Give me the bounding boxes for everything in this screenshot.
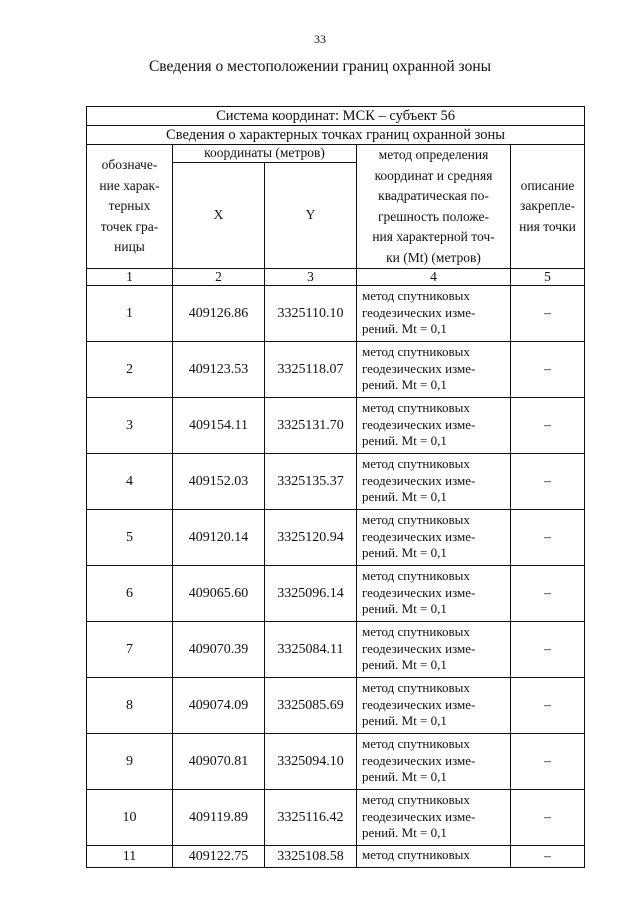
table-row xyxy=(87,510,585,566)
x-coordinate-cell: 409122.75 xyxy=(173,846,265,868)
point-number-cell: 7 xyxy=(87,622,173,678)
info-row xyxy=(87,126,585,145)
description-cell: – xyxy=(511,622,585,678)
method-line: геодезических изме- xyxy=(362,472,476,488)
column-number: 5 xyxy=(511,269,585,286)
description-cell: – xyxy=(511,454,585,510)
table-row xyxy=(87,622,585,678)
y-coordinate-cell: 3325094.10 xyxy=(265,734,357,790)
x-coordinate-cell: 409070.39 xyxy=(173,622,265,678)
method-line: геодезических изме- xyxy=(362,752,476,768)
method-line: рений. Mt = 0,1 xyxy=(362,545,447,560)
x-coordinate-cell: 409152.03 xyxy=(173,454,265,510)
header-coordinates: координаты (метров) xyxy=(173,145,357,163)
point-number-cell: 8 xyxy=(87,678,173,734)
y-coordinate-cell: 3325096.14 xyxy=(265,566,357,622)
header-method xyxy=(357,145,511,269)
header-description-line: описание xyxy=(520,177,575,193)
method-line: рений. Mt = 0,1 xyxy=(362,377,447,392)
method-line: геодезических изме- xyxy=(362,360,476,376)
table-body xyxy=(87,107,585,868)
header-designation xyxy=(87,145,173,269)
y-coordinate-cell: 3325108.58 xyxy=(265,846,357,868)
method-line: геодезических изме- xyxy=(362,808,476,824)
method-cell xyxy=(357,790,511,846)
description-cell: – xyxy=(511,566,585,622)
header-designation-line: терных xyxy=(108,198,151,214)
x-coordinate-cell: 409154.11 xyxy=(173,398,265,454)
column-numbers-row xyxy=(87,269,585,286)
y-coordinate-cell: 3325110.10 xyxy=(265,286,357,342)
x-coordinate-cell: 409070.81 xyxy=(173,734,265,790)
x-coordinate-cell: 409123.53 xyxy=(173,342,265,398)
header-designation-line: ницы xyxy=(114,239,145,255)
column-number: 4 xyxy=(357,269,511,286)
column-number: 3 xyxy=(265,269,357,286)
method-cell xyxy=(357,846,511,868)
method-cell xyxy=(357,510,511,566)
description-cell: – xyxy=(511,790,585,846)
column-number: 2 xyxy=(173,269,265,286)
y-coordinate-cell: 3325116.42 xyxy=(265,790,357,846)
method-line: метод спутниковых xyxy=(362,288,470,303)
header-description-line: ния точки xyxy=(519,218,576,234)
header-y: Y xyxy=(265,162,357,268)
point-number-cell: 1 xyxy=(87,286,173,342)
header-method-line: метод определения xyxy=(378,147,489,162)
table-row xyxy=(87,678,585,734)
coordinate-system-row xyxy=(87,107,585,126)
method-line: метод спутниковых xyxy=(362,344,470,359)
description-cell: – xyxy=(511,286,585,342)
method-line: метод спутниковых xyxy=(362,400,470,415)
info-cell: Сведения о характерных точках границ охранной зоны xyxy=(87,126,585,145)
point-number-cell: 11 xyxy=(87,846,173,868)
point-number-cell: 5 xyxy=(87,510,173,566)
point-number-cell: 3 xyxy=(87,398,173,454)
method-cell xyxy=(357,342,511,398)
point-number-cell: 6 xyxy=(87,566,173,622)
header-designation-line: обозначе- xyxy=(101,157,158,173)
method-line: геодезических изме- xyxy=(362,304,476,320)
method-line: метод спутниковых xyxy=(362,624,470,639)
column-number: 1 xyxy=(87,269,173,286)
y-coordinate-cell: 3325131.70 xyxy=(265,398,357,454)
method-line: метод спутниковых xyxy=(362,456,470,471)
method-line: геодезических изме- xyxy=(362,696,476,712)
method-line: рений. Mt = 0,1 xyxy=(362,321,447,336)
method-cell xyxy=(357,286,511,342)
method-line: геодезических изме- xyxy=(362,584,476,600)
header-description-line: закрепле- xyxy=(519,198,576,214)
method-line: рений. Mt = 0,1 xyxy=(362,657,447,672)
method-line: геодезических изме- xyxy=(362,640,476,656)
point-number-cell: 2 xyxy=(87,342,173,398)
coordinates-table xyxy=(86,106,585,868)
x-coordinate-cell: 409120.14 xyxy=(173,510,265,566)
method-line: метод спутниковых xyxy=(362,512,470,527)
y-coordinate-cell: 3325118.07 xyxy=(265,342,357,398)
table-row xyxy=(87,286,585,342)
description-cell: – xyxy=(511,846,585,868)
method-cell xyxy=(357,734,511,790)
method-line: метод спутниковых xyxy=(362,792,470,807)
table-row xyxy=(87,398,585,454)
description-cell: – xyxy=(511,342,585,398)
method-cell xyxy=(357,398,511,454)
method-cell xyxy=(357,454,511,510)
method-line: рений. Mt = 0,1 xyxy=(362,433,447,448)
method-cell xyxy=(357,678,511,734)
method-line: метод спутниковых xyxy=(362,680,470,695)
y-coordinate-cell: 3325120.94 xyxy=(265,510,357,566)
description-cell: – xyxy=(511,398,585,454)
description-cell: – xyxy=(511,510,585,566)
header-description xyxy=(511,145,585,269)
method-line: рений. Mt = 0,1 xyxy=(362,489,447,504)
method-line: рений. Mt = 0,1 xyxy=(362,713,447,728)
y-coordinate-cell: 3325135.37 xyxy=(265,454,357,510)
table-row xyxy=(87,734,585,790)
header-x: X xyxy=(173,162,265,268)
table-row xyxy=(87,790,585,846)
page-title: Сведения о местоположении границ охранной зоны xyxy=(148,58,492,75)
table-row xyxy=(87,566,585,622)
method-cell xyxy=(357,622,511,678)
method-line: геодезических изме- xyxy=(362,416,476,432)
method-line: рений. Mt = 0,1 xyxy=(362,769,447,784)
page-number: 33 xyxy=(314,32,326,46)
x-coordinate-cell: 409074.09 xyxy=(173,678,265,734)
x-coordinate-cell: 409119.89 xyxy=(173,790,265,846)
header-designation-line: ние харак- xyxy=(99,177,160,193)
point-number-cell: 9 xyxy=(87,734,173,790)
method-line: рений. Mt = 0,1 xyxy=(362,601,447,616)
header-row xyxy=(87,145,585,163)
coordinate-system-cell: Система координат: МСК – субъект 56 xyxy=(87,107,585,126)
point-number-cell: 4 xyxy=(87,454,173,510)
x-coordinate-cell: 409126.86 xyxy=(173,286,265,342)
table-row xyxy=(87,846,585,868)
method-line: геодезических изме- xyxy=(362,528,476,544)
description-cell: – xyxy=(511,678,585,734)
table-row xyxy=(87,454,585,510)
y-coordinate-cell: 3325085.69 xyxy=(265,678,357,734)
method-line: метод спутниковых xyxy=(362,568,470,583)
header-method-line: квадратическая по- xyxy=(378,188,489,203)
header-method-line: ки (Mt) (метров) xyxy=(386,249,481,265)
description-cell: – xyxy=(511,734,585,790)
y-coordinate-cell: 3325084.11 xyxy=(265,622,357,678)
method-cell xyxy=(357,566,511,622)
header-method-line: координат и средняя xyxy=(374,167,493,183)
header-designation-line: точек гра- xyxy=(100,218,159,234)
point-number-cell: 10 xyxy=(87,790,173,846)
method-line: рений. Mt = 0,1 xyxy=(362,825,447,840)
x-coordinate-cell: 409065.60 xyxy=(173,566,265,622)
method-line: метод спутниковых xyxy=(362,736,470,751)
header-method-line: грешность положе- xyxy=(378,208,489,224)
method-line: метод спутниковых xyxy=(362,847,470,862)
header-method-line: ния характерной точ- xyxy=(372,229,495,244)
table-row xyxy=(87,342,585,398)
